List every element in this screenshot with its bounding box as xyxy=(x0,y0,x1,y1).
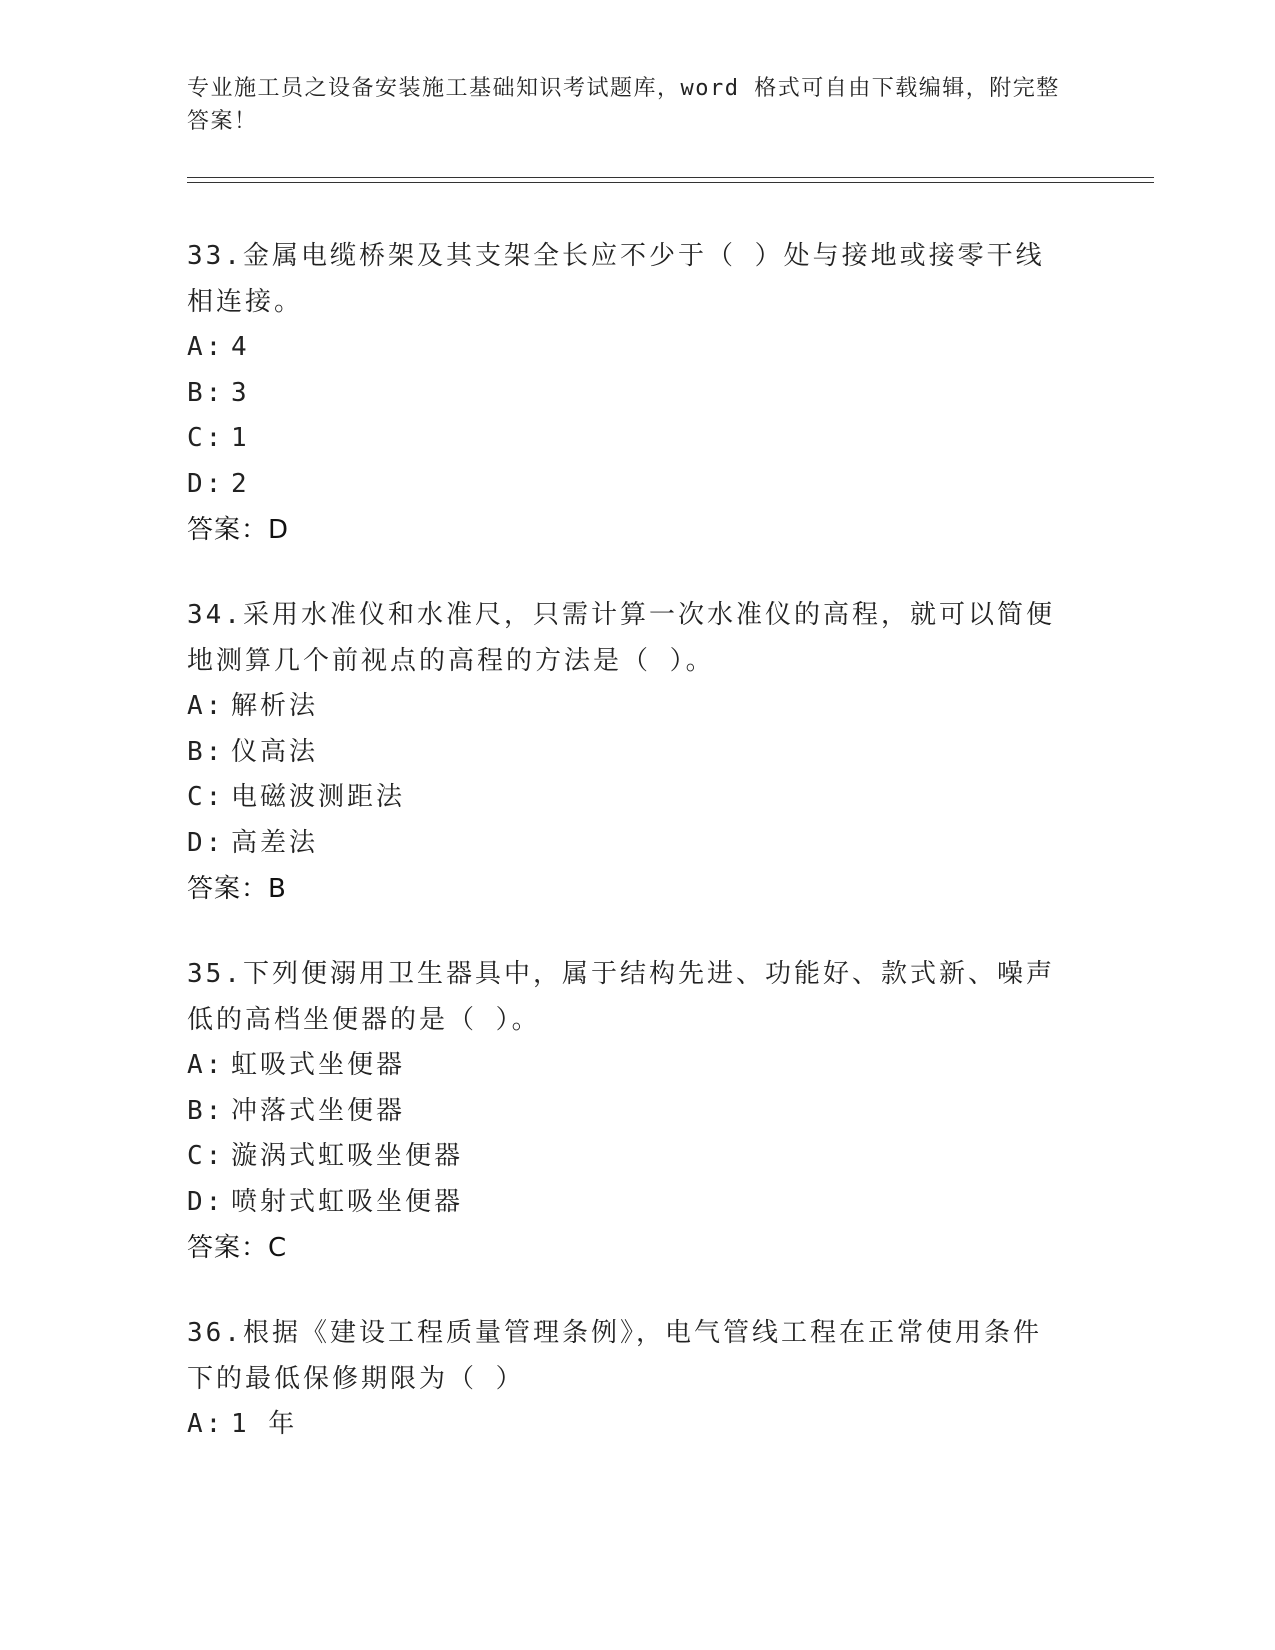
option-a xyxy=(187,325,1087,371)
answer-line: 答案：B xyxy=(187,874,287,904)
option-a xyxy=(187,684,1087,730)
option-c xyxy=(187,416,1087,462)
option-key: C: xyxy=(187,1141,225,1171)
option-key: C: xyxy=(187,782,225,812)
option-key: B: xyxy=(187,1095,225,1126)
question-block xyxy=(187,592,1087,912)
option-value: 虹吸式坐便器 xyxy=(231,1050,406,1080)
question-text: 35.下列便溺用卫生器具中，属于结构先进、功能好、款式新、噪声低的高档坐便器的是（ ）。 xyxy=(187,959,1055,1035)
option-key: B: xyxy=(187,377,225,408)
option-key: B: xyxy=(187,736,225,767)
option-value: 漩涡式虹吸坐便器 xyxy=(231,1141,464,1171)
answer-line: 答案：C xyxy=(187,1233,288,1263)
option-value: 2 xyxy=(231,468,250,499)
option-d xyxy=(187,462,1087,508)
option-a xyxy=(187,1043,1087,1089)
option-value: 解析法 xyxy=(231,691,319,721)
option-value: 4 xyxy=(231,332,250,362)
option-value: 冲落式坐便器 xyxy=(231,1095,406,1126)
question-block xyxy=(187,951,1087,1271)
option-key: A: xyxy=(187,332,225,362)
option-key: D: xyxy=(187,468,225,499)
option-value: 电磁波测距法 xyxy=(231,782,406,812)
option-d xyxy=(187,821,1087,867)
option-key: A: xyxy=(187,1409,225,1439)
question-list xyxy=(187,233,1087,1487)
question-text: 34.采用水准仪和水准尺，只需计算一次水准仪的高程，就可以简便地测算几个前视点的高程的方法是（ ）。 xyxy=(187,600,1055,676)
option-b xyxy=(187,730,1087,776)
option-key: C: xyxy=(187,423,225,453)
option-a xyxy=(187,1402,1087,1448)
option-d xyxy=(187,1180,1087,1226)
option-c xyxy=(187,775,1087,821)
option-b xyxy=(187,371,1087,417)
option-value: 1 xyxy=(231,423,250,453)
option-b xyxy=(187,1089,1087,1135)
option-key: A: xyxy=(187,1050,225,1080)
question-text: 33.金属电缆桥架及其支架全长应不少于（ ）处与接地或接零干线相连接。 xyxy=(187,241,1045,317)
option-value: 喷射式虹吸坐便器 xyxy=(231,1186,464,1217)
question-block xyxy=(187,233,1087,553)
option-value: 仪高法 xyxy=(231,736,319,767)
option-value: 3 xyxy=(231,377,250,408)
question-text: 36.根据《建设工程质量管理条例》，电气管线工程在正常使用条件下的最低保修期限为（ ） xyxy=(187,1318,1042,1394)
question-block xyxy=(187,1310,1087,1448)
option-key: A: xyxy=(187,691,225,721)
option-c xyxy=(187,1134,1087,1180)
header-double-rule xyxy=(187,177,1154,183)
document-header: 专业施工员之设备安装施工基础知识考试题库，word 格式可自由下载编辑，附完整答案！ xyxy=(187,76,1060,134)
option-value: 高差法 xyxy=(231,827,319,858)
option-key: D: xyxy=(187,827,225,858)
answer-line: 答案：D xyxy=(187,515,290,545)
option-value: 1 年 xyxy=(231,1409,298,1439)
option-key: D: xyxy=(187,1186,225,1217)
